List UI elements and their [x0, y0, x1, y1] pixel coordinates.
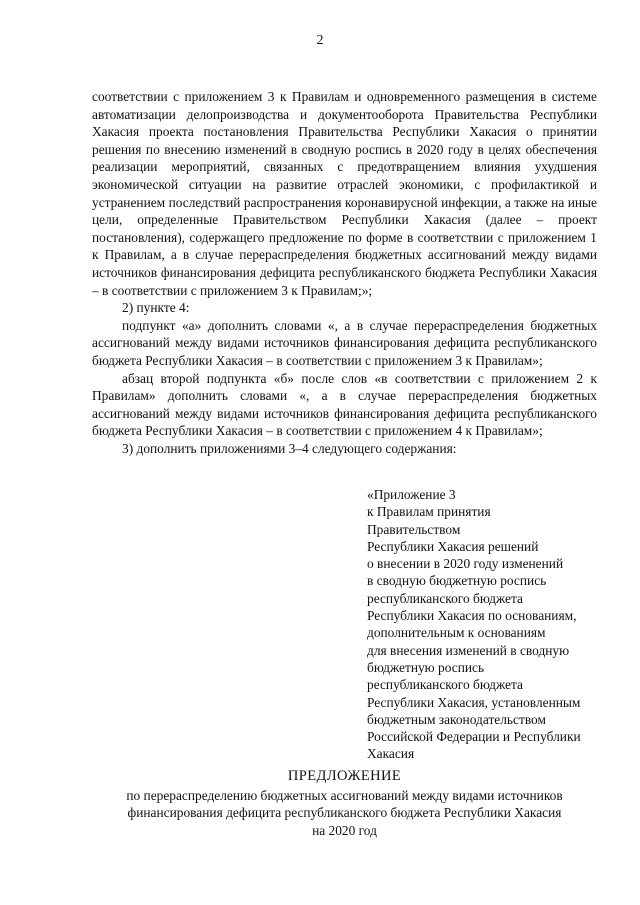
appendix-line: для внесения изменений в сводную [367, 642, 570, 658]
proposal-subtitle-line: на 2020 год [312, 822, 377, 838]
appendix-line: Правительством [367, 521, 461, 537]
proposal-title: ПРЕДЛОЖЕНИЕ [287, 768, 402, 784]
appendix-line: бюджетную роспись [367, 659, 485, 675]
paragraph-subitem-a: подпункт «а» дополнить словами «, а в случае перераспределения бюджетных ассигнований между видами источников финансирования дефицита республиканского бюджета Республики Хакасия – в соответствии с приложением 3 к Правилам»; [92, 317, 597, 368]
appendix-line: о внесении в 2020 году изменений [367, 556, 564, 572]
proposal-subtitle-line: финансирования дефицита республиканского бюджета Республики Хакасия [127, 805, 562, 821]
proposal-subtitle-line: по перераспределению бюджетных ассигнований между видами источников [126, 787, 563, 803]
paragraph-continuation: соответствии с приложением 3 к Правилам и одновременного размещения в системе автоматизации делопроизводства и документооборота Правительства Республики Хакасия проекта постановления Правительства Республики Хакасия о принятии решения по внесению изменений в сводную роспись в 2020 году в целях обеспечения реализации мероприятий, связанных с предотвращением влияния ухудшения экономической ситуации на развитие отраслей экономики, с профилактикой и устранением последствий распространения коронавирусной инфекции, а также на иные цели, определенные Правительством Республики Хакасия (далее – проект постановления), содержащего предложение по форме в соответствии с приложением 1 к Правилам, а в случае перераспределения бюджетных ассигнований между видами источников финансирования дефицита республиканского бюджета Республики Хакасия – в соответствии с приложением 3 к Правилам;»; [92, 89, 597, 298]
appendix-line: «Приложение 3 [367, 487, 456, 502]
appendix-line: бюджетным законодательством [367, 711, 546, 727]
appendix-line: Республики Хакасия, установленным [367, 694, 581, 710]
appendix-line: в сводную бюджетную роспись [367, 573, 547, 589]
appendix-line: дополнительным к основаниям [367, 625, 546, 641]
appendix-line: республиканского бюджета [367, 677, 523, 693]
appendix-header-block [367, 486, 607, 763]
paragraph-subitem-b: абзац второй подпункта «б» после слов «в соответствии с приложением 2 к Правилам» дополнить словами «, а в случае перераспределения бюджетных ассигнований между видами источников финансирования дефицита республиканского бюджета Республики Хакасия – в соответствии с приложением 4 к Правилам»; [92, 370, 597, 439]
paragraph-item-2: 2) пункте 4: [122, 300, 190, 316]
appendix-line: к Правилам принятия [367, 504, 491, 520]
appendix-line: Российской Федерации и Республики [367, 729, 581, 745]
page-number: 2 [316, 33, 324, 48]
appendix-line: Хакасия [367, 746, 415, 762]
proposal-subtitle [92, 787, 597, 840]
paragraph-item-3: 3) дополнить приложениями 3–4 следующего содержания: [122, 440, 457, 456]
appendix-line: республиканского бюджета [367, 590, 523, 606]
appendix-line: Республики Хакасия решений [367, 538, 539, 554]
appendix-line: Республики Хакасия по основаниям, [367, 608, 577, 624]
proposal-heading [92, 768, 597, 839]
document-body [92, 88, 597, 457]
